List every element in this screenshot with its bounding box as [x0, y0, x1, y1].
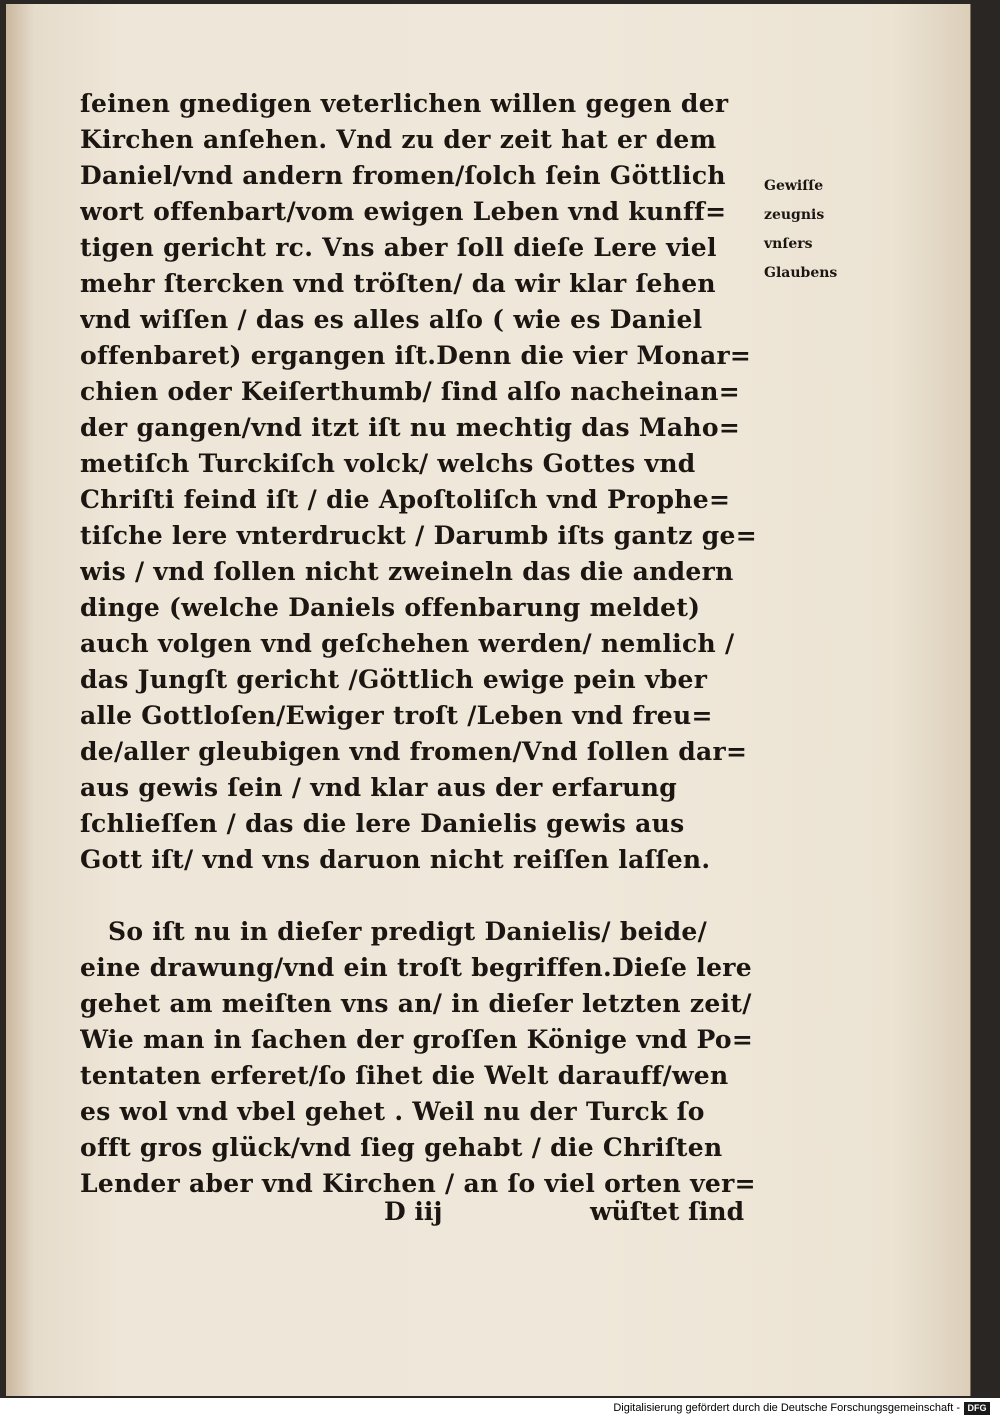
- text-line: es wol vnd vbel gehet . Weil nu der Turck ſo: [80, 1097, 705, 1126]
- funding-notice: Digitalisierung gefördert durch die Deutsche Forschungsgemeinschaft -: [613, 1402, 960, 1414]
- text-line: ſeinen gnedigen veterlichen willen gegen der: [80, 89, 729, 118]
- page-footer-catchline: [384, 1194, 764, 1230]
- marginal-note-line: Gewiſſe: [764, 178, 824, 194]
- text-line: auch volgen vnd geſchehen werden/ nemlich /: [80, 629, 735, 658]
- text-line: tiſche lere vnterdruckt / Darumb iſts gantz ge=: [80, 521, 757, 550]
- text-line: vnd wiſſen / das es alles alſo ( wie es Daniel: [80, 305, 703, 334]
- text-line: Wie man in ſachen der groſſen Könige vnd Po=: [80, 1025, 754, 1054]
- text-line: gehet am meiſten vns an/ in dieſer letzten zeit/: [80, 989, 752, 1018]
- text-line: wis / vnd ſollen nicht zweineln das die andern: [80, 557, 734, 586]
- text-line: Gott iſt/ vnd vns daruon nicht reiſſen laſſen.: [80, 845, 711, 874]
- text-line: aus gewis ſein / vnd klar aus der erfarung: [80, 773, 678, 802]
- text-line: chien oder Keiſerthumb/ ſind alſo nacheinan=: [80, 377, 741, 406]
- marginal-note: [764, 172, 874, 288]
- text-line: das Jungſt gericht /Göttlich ewige pein vber: [80, 665, 708, 694]
- paragraph-gap: [80, 878, 770, 914]
- signature-mark: D iij: [384, 1197, 443, 1226]
- book-page: [6, 4, 971, 1396]
- text-line: Lender aber vnd Kirchen / an ſo viel orten ver=: [80, 1169, 756, 1198]
- marginal-note-line: Glaubens: [764, 265, 838, 281]
- digitization-footer: [0, 1398, 1000, 1421]
- text-line: offenbaret) ergangen iſt.Denn die vier Monar=: [80, 341, 752, 370]
- text-line: So iſt nu in dieſer predigt Danielis/ beide/: [108, 917, 708, 946]
- text-line: wort offenbart/vom ewigen Leben vnd kunff=: [80, 197, 727, 226]
- marginal-note-line: zeugnis: [764, 207, 825, 223]
- text-line: de/aller gleubigen vnd fromen/Vnd ſollen dar=: [80, 737, 748, 766]
- marginal-note-line: vnſers: [764, 236, 813, 252]
- main-text-block: [80, 86, 770, 1202]
- text-line: Kirchen anſehen. Vnd zu der zeit hat er dem: [80, 125, 717, 154]
- text-line: dinge (welche Daniels offenbarung meldet): [80, 593, 701, 622]
- text-line: der gangen/vnd itzt iſt nu mechtig das Maho=: [80, 413, 741, 442]
- catchword: wüſtet ſind: [590, 1197, 745, 1226]
- text-line: tentaten erferet/ſo ſihet die Welt darauff/wen: [80, 1061, 729, 1090]
- dfg-logo: DFG: [964, 1402, 990, 1415]
- text-line: tigen gericht rc. Vns aber ſoll dieſe Lere viel: [80, 233, 717, 262]
- text-line: alle Gottloſen/Ewiger troſt /Leben vnd freu=: [80, 701, 713, 730]
- text-line: offt gros glück/vnd ſieg gehabt / die Chriſten: [80, 1133, 723, 1162]
- text-line: Chriſti feind iſt / die Apoſtoliſch vnd Prophe=: [80, 485, 731, 514]
- text-line: mehr ſtercken vnd tröſten/ da wir klar ſehen: [80, 269, 716, 298]
- text-line: Daniel/vnd andern fromen/ſolch ſein Göttlich: [80, 161, 726, 190]
- text-line: ſchlieſſen / das die lere Danielis gewis aus: [80, 809, 685, 838]
- text-line: metiſch Turckiſch volck/ welchs Gottes vnd: [80, 449, 696, 478]
- text-line: eine drawung/vnd ein troſt begriffen.Dieſe lere: [80, 953, 752, 982]
